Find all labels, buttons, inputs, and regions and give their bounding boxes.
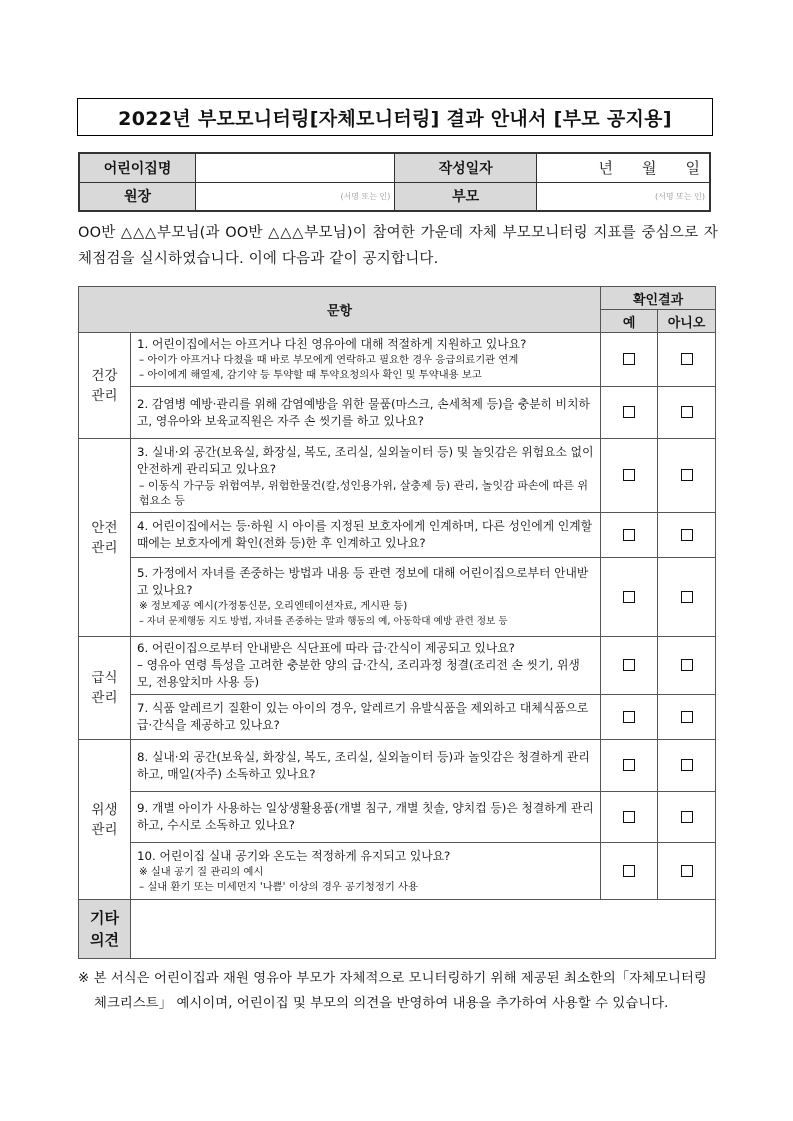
q3-no-checkbox[interactable] [681, 469, 693, 481]
other-opinion-field[interactable] [130, 900, 715, 959]
footnote [78, 966, 718, 1016]
center-name-field[interactable] [196, 153, 395, 182]
date-field[interactable] [536, 153, 710, 182]
center-name-label: 어린이집명 [79, 153, 196, 182]
question-6 [130, 637, 600, 695]
question-5-text: 5. 가정에서 자녀를 존중하는 방법과 내용 등 관련 정보에 대해 어린이집으로부터 안내받고 있나요? [136, 566, 589, 597]
day-label: 일 [685, 159, 701, 178]
director-label: 원장 [79, 182, 196, 211]
info-table [78, 152, 711, 212]
question-1 [130, 333, 600, 387]
director-sign-field[interactable] [196, 182, 395, 211]
question-10-text: 10. 어린이집 실내 공기와 온도는 적정하게 유지되고 있나요? [136, 848, 451, 863]
q5-yes-checkbox[interactable] [623, 591, 635, 603]
intro-text: OO반 △△△부모님(과 OO반 △△△부모님)이 참여한 가운데 자체 부모모니터링 지표를 중심으로 자체점검을 실시하였습니다. 이에 다음과 같이 공지합니다. [78, 225, 718, 267]
question-6-sub-1: – 영유아 연령 특성을 고려한 충분한 양의 급·간식, 조리과정 청결(조리전 손 씻기, 위생모, 전용앞치마 사용 등) [136, 658, 580, 689]
parent-sign-hint: (서명 또는 인) [655, 191, 705, 201]
category-health-label: 건강 관리 [91, 367, 118, 404]
category-safety [79, 439, 131, 637]
category-hygiene-label: 위생 관리 [91, 801, 118, 838]
question-3 [130, 439, 600, 513]
q4-no-checkbox[interactable] [681, 529, 693, 541]
q7-no-checkbox[interactable] [681, 711, 693, 723]
question-7: 7. 식품 알레르기 질환이 있는 아이의 경우, 알레르기 유발식품을 제외하고 대체식품으로 급·간식을 제공하고 있나요? [130, 695, 600, 740]
category-safety-label: 안전 관리 [91, 519, 118, 556]
q6-no-checkbox[interactable] [681, 659, 693, 671]
question-8: 8. 실내·외 공간(보육실, 화장실, 복도, 조리실, 실외놀이터 등)과 놀잇감은 청결하게 관리하고, 매일(자주) 소독하고 있나요? [130, 740, 600, 792]
question-4: 4. 어린이집에서는 등·하원 시 아이를 지정된 보호자에게 인계하며, 다른 성인에게 인계할 때에는 보호자에게 확인(전화 등)한 후 인계하고 있나요? [130, 513, 600, 558]
no-header: 아니오 [658, 310, 716, 333]
q8-yes-checkbox[interactable] [623, 759, 635, 771]
q3-yes-checkbox[interactable] [623, 469, 635, 481]
category-meal-label: 급식 관리 [91, 670, 118, 706]
footnote-line-1: ※ 본 서식은 어린이집과 재원 영유아 부모가 자체적으로 모니터링하기 위해 제공된 최소한의「자체모니터링 [78, 971, 707, 986]
question-1-sub-2: – 아이에게 해열제, 감기약 등 투약할 때 투약요청의사 확인 및 투약내용 보고 [138, 369, 482, 381]
question-9: 9. 개별 아이가 사용하는 일상생활용품(개별 침구, 개별 칫솔, 양치컵 등)은 청결하게 관리하고, 수시로 소독하고 있나요? [130, 792, 600, 843]
q7-yes-checkbox[interactable] [623, 711, 635, 723]
q2-yes-checkbox[interactable] [623, 406, 635, 418]
question-1-text: 1. 어린이집에서는 아프거나 다친 영유아에 대해 적절하게 지원하고 있나요? [136, 337, 527, 351]
category-health [79, 333, 131, 439]
date-label: 작성일자 [395, 153, 537, 182]
parent-sign-field[interactable] [536, 182, 710, 211]
q8-no-checkbox[interactable] [681, 759, 693, 771]
footnote-line-2: 체크리스트」 예시이며, 어린이집 및 부모의 의견을 반영하여 내용을 추가하여 사용할 수 있습니다. [94, 996, 669, 1011]
checklist-table [78, 286, 716, 959]
category-hygiene [79, 740, 131, 900]
question-3-text: 3. 실내·외 공간(보육실, 화장실, 복도, 조리실, 실외놀이터 등) 및 놀잇감은 위험요소 없이 안전하게 관리되고 있나요? [136, 444, 594, 476]
other-opinion-label [79, 900, 131, 959]
page-title: 2022년 부모모니터링[자체모니터링] 결과 안내서 [부모 공지용] [77, 98, 713, 136]
question-3-sub-1: – 이동식 가구등 위험여부, 위험한물건(칼,성인용가위, 살충제 등) 관리, 놀잇감 파손에 따른 위험요소 등 [138, 478, 589, 507]
q1-no-checkbox[interactable] [681, 353, 693, 365]
parent-label: 부모 [395, 182, 537, 211]
month-label: 월 [642, 159, 658, 178]
result-header: 확인결과 [601, 287, 716, 310]
question-2: 2. 감염병 예방·관리를 위해 감염예방을 위한 물품(마스크, 손세척제 등)을 충분히 비치하고, 영유아와 보육교직원은 자주 손 씻기를 하고 있나요? [130, 387, 600, 439]
question-header: 문항 [79, 287, 601, 333]
question-6-text: 6. 어린이집으로부터 안내받은 식단표에 따라 급·간식이 제공되고 있나요? [136, 641, 515, 655]
q6-yes-checkbox[interactable] [623, 659, 635, 671]
year-label: 년 [598, 159, 614, 178]
question-10-sub-1: ※ 실내 공기 질 관리의 예시 [138, 865, 264, 878]
question-10 [130, 843, 600, 900]
q2-no-checkbox[interactable] [681, 406, 693, 418]
question-5-sub-2: – 자녀 문제행동 지도 방법, 자녀를 존중하는 말과 행동의 예, 아동학대 예방 관련 정보 등 [138, 616, 508, 627]
q9-yes-checkbox[interactable] [623, 811, 635, 823]
question-5 [130, 558, 600, 637]
question-5-sub-1: ※ 정보제공 예시(가정통신문, 오리엔테이션자료, 게시판 등) [138, 600, 408, 612]
question-10-sub-2: – 실내 환기 또는 미세먼지 '나쁨' 이상의 경우 공기청정기 사용 [138, 880, 418, 893]
q10-no-checkbox[interactable] [681, 865, 693, 877]
q5-no-checkbox[interactable] [681, 591, 693, 603]
q4-yes-checkbox[interactable] [623, 529, 635, 541]
category-meal [79, 637, 131, 740]
q10-yes-checkbox[interactable] [623, 865, 635, 877]
yes-header: 예 [601, 310, 658, 333]
q1-yes-checkbox[interactable] [623, 353, 635, 365]
q9-no-checkbox[interactable] [681, 811, 693, 823]
question-1-sub-1: – 아이가 아프거나 다쳤을 때 바로 부모에게 연락하고 필요한 경우 응급의료기관 연계 [138, 354, 519, 366]
director-sign-hint: (서명 또는 인) [340, 191, 391, 201]
other-opinion-label-text: 기타 의견 [89, 909, 119, 949]
